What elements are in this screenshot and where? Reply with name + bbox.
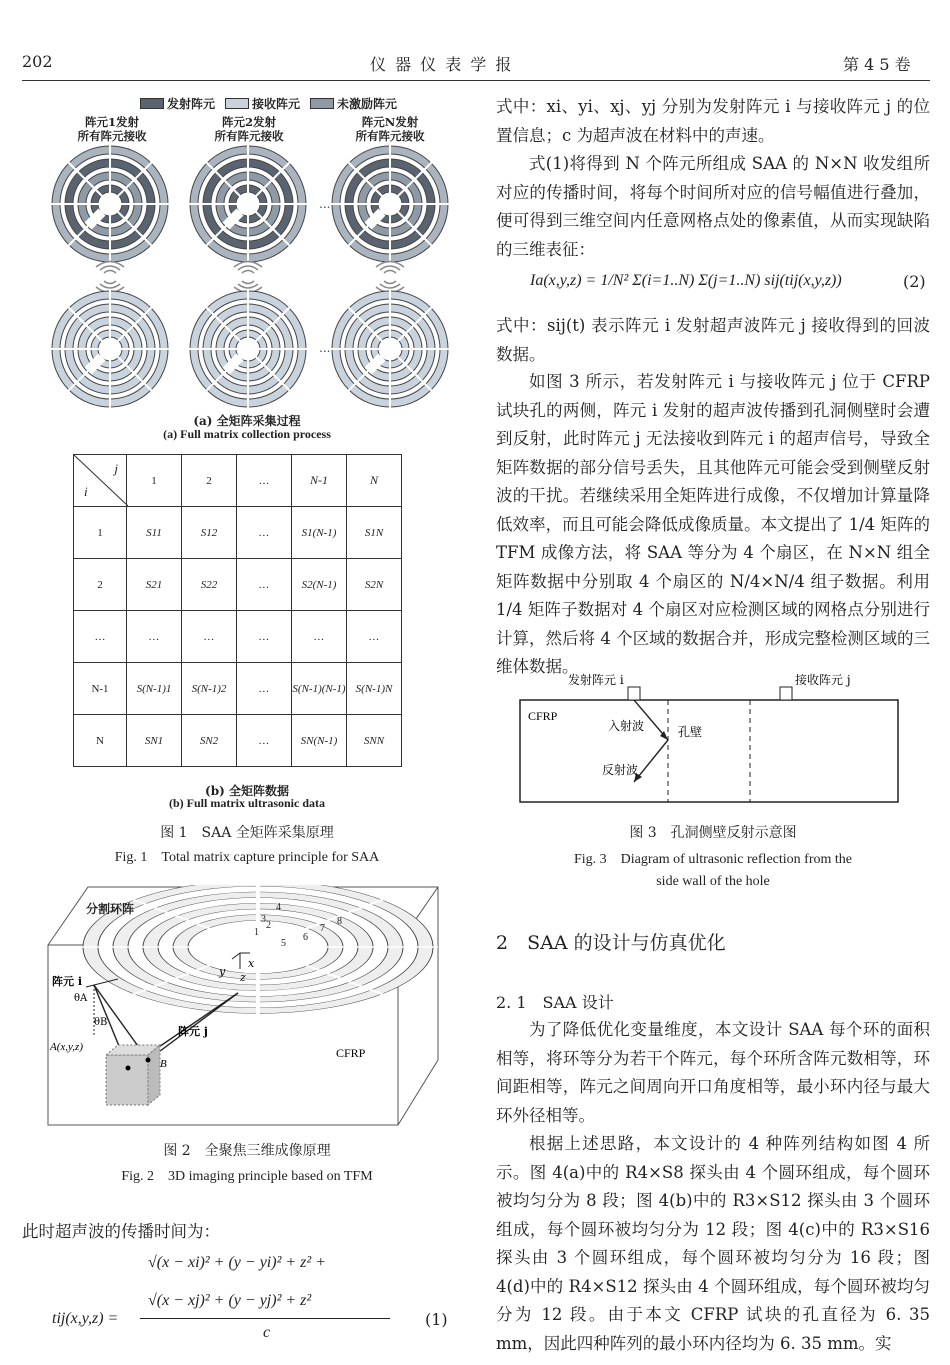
ring-receive-n	[330, 289, 450, 409]
col-header: N	[347, 455, 402, 507]
section-2-para-1: 为了降低优化变量维度，本文设计 SAA 每个环的面积相等，将环等分为若干个阵元，每个环所含阵元数相等，环间距相等，阵元之间周向开口角度相等，最小环内径与最大环外径相等。	[496, 1020, 930, 1125]
fig3-caption-en-2: side wall of the hole	[656, 874, 770, 889]
section-2-title: 2 SAA 的设计与仿真优化	[496, 932, 726, 954]
eq1-number: (1)	[425, 1310, 448, 1329]
table-row	[74, 663, 402, 715]
row-header: N-1	[74, 663, 127, 715]
col-header: 2	[182, 455, 237, 507]
fig3-caption-en-1: Fig. 3 Diagram of ultrasonic reflection from the	[574, 852, 852, 867]
table-cell: …	[182, 611, 237, 663]
svg-text:5: 5	[281, 938, 286, 949]
row-header: N	[74, 715, 127, 767]
table-cell: S(N-1)N	[347, 663, 402, 715]
table-row	[74, 715, 402, 767]
table-cell: SN2	[182, 715, 237, 767]
cfrp-slab	[520, 700, 898, 802]
corner-j: j	[114, 461, 118, 476]
label-point-b: B	[160, 1058, 167, 1070]
transmitter-element	[628, 687, 640, 700]
journal-title: 仪 器 仪 表 学 报	[370, 55, 514, 74]
right-para-4: 如图 3 所示，若发射阵元 i 与接收阵元 j 位于 CFRP 试块孔的两侧，阵元 i 发射的超声波传播到孔洞侧壁时会遭到反射，此时阵元 j 无法接收到阵元 i 的超声信号，导致全矩阵数据的部分信号丢失，且其他阵元可能会受到侧壁反射波的干扰。若继续采用全矩阵进行成像，不仅增加计算量降低效率，而且可能会降低成像质量。本文提出了 1/4 矩阵的 TFM 成像方法，将 SAA 等分为 4 个扇区，在 N×N 组全矩阵数据中分别取 4 个扇区的 N/4×N/4 组子数据。利用 1/4 矩阵子数据对 4 个扇区对应检测区域的网格点分别进行计算，然后将 4 个区域的数据合并，形成完整检测区域的三维体数据。	[496, 372, 930, 676]
fig1-ring-grid	[22, 144, 472, 414]
left-intro-text: 此时超声波的传播时间为：	[22, 1222, 220, 1241]
fig3-caption-cn: 图 3 孔洞侧壁反射示意图	[629, 825, 797, 841]
table-cell: S11	[127, 507, 182, 559]
eq1-lhs: tij(x,y,z) =	[52, 1310, 119, 1327]
ring-transmit-n	[330, 144, 450, 264]
fig1-ellipsis-top: ...	[319, 197, 331, 211]
figure-2	[28, 885, 468, 1140]
col-header: 1	[127, 455, 182, 507]
svg-text:6: 6	[303, 932, 308, 943]
right-para-2: 式(1)将得到 N 个阵元所组成 SAA 的 N×N 收发组所对应的传播时间，将每个时间所对应的信号幅值进行叠加，便可得到三维空间内任意网格点处的像素值，从而实现缺陷的三维表征：	[496, 154, 930, 259]
eq1-denominator: c	[263, 1324, 271, 1341]
label-theta-b: θB	[94, 1017, 108, 1028]
eq2-number: (2)	[903, 272, 926, 291]
fig1-matrix-table	[73, 454, 402, 767]
table-cell: S22	[182, 559, 237, 611]
label-segmented-array: 分割环阵	[86, 902, 135, 916]
table-corner	[74, 455, 127, 507]
fig1-legend	[140, 95, 397, 112]
legend-label-idle: 未激励阵元	[337, 97, 398, 111]
table-row	[74, 559, 402, 611]
table-cell: …	[347, 611, 402, 663]
legend-transmit	[140, 95, 215, 112]
table-cell: …	[237, 507, 292, 559]
table-row	[74, 611, 402, 663]
wave-icon-1	[96, 262, 124, 293]
receiver-element	[780, 687, 792, 700]
page-number: 202	[22, 52, 53, 71]
label-incident: 入射波	[608, 719, 645, 733]
ring-receive-2	[188, 289, 308, 409]
figure-1	[22, 88, 472, 868]
corner-i: i	[84, 484, 88, 499]
table-cell: …	[237, 611, 292, 663]
svg-text:4: 4	[276, 902, 281, 913]
voxel-grid	[106, 1045, 160, 1105]
legend-swatch-idle	[310, 98, 334, 109]
fig1-col-title-n: 阵元N发射 所有阵元接收	[355, 115, 425, 143]
legend-label-transmit: 发射阵元	[167, 97, 216, 111]
label-hole-wall: 孔壁	[678, 725, 703, 739]
wave-icon-2	[234, 262, 262, 293]
fig2-caption-en: Fig. 2 3D imaging principle based on TFM	[121, 1169, 373, 1184]
label-receiver: 接收阵元 j	[795, 673, 851, 687]
legend-receive	[225, 95, 300, 112]
table-cell: SNN	[347, 715, 402, 767]
fig2-caption-cn: 图 2 全聚焦三维成像原理	[163, 1143, 331, 1159]
fig1-caption-cn: 图 1 SAA 全矩阵采集原理	[160, 825, 334, 841]
corner-diagonal	[74, 455, 128, 506]
ring-transmit-2	[188, 144, 308, 264]
ring-receive-1	[50, 289, 170, 409]
svg-text:1: 1	[254, 927, 259, 938]
table-cell: S(N-1)2	[182, 663, 237, 715]
table-cell: S12	[182, 507, 237, 559]
svg-text:8: 8	[337, 916, 342, 927]
legend-swatch-transmit	[140, 98, 164, 109]
table-cell: …	[237, 559, 292, 611]
section-2-para-2: 根据上述思路，本文设计的 4 种阵列结构如图 4 所示。图 4(a)中的 R4×S8 探头由 4 个圆环组成，每个圆环被均匀分为 8 段；图 4(b)中的 R3×S12 探头由 3 个圆环组成，每个圆环被均匀分为 12 段；图 4(c)中的 R3×S16 探头由 3 个圆环组成，每个圆环被均匀分为 16 段；图 4(d)中的 R4×S12 探头由 4 个圆环组成，每个圆环被均匀分为 12 段。由于本文 CFRP 试块的孔直径为 6. 35 mm，因此四种阵列的最小环内径均为 6. 35 mm。实	[496, 1134, 930, 1353]
label-cfrp: CFRP	[528, 709, 558, 723]
table-cell: SN(N-1)	[292, 715, 347, 767]
header-rule	[22, 80, 930, 81]
table-header-row	[74, 455, 402, 507]
fig1-sub-a-en: (a) Full matrix collection process	[163, 427, 331, 441]
eq2: Ia(x,y,z) = 1/N² Σ(i=1..N) Σ(j=1..N) sij(tij(x,y,z))	[530, 272, 842, 289]
row-header: 1	[74, 507, 127, 559]
table-cell: S(N-1)1	[127, 663, 182, 715]
legend-label-receive: 接收阵元	[252, 97, 301, 111]
table-cell: S1N	[347, 507, 402, 559]
table-cell: …	[237, 663, 292, 715]
eq1-numerator-2: √(x − xj)² + (y − yj)² + z²	[148, 1292, 312, 1309]
table-row	[74, 507, 402, 559]
axis-x-label: x	[248, 957, 255, 970]
legend-idle	[310, 95, 397, 112]
col-header: …	[237, 455, 292, 507]
right-para-3: 式中：sij(t) 表示阵元 i 发射超声波阵元 j 接收得到的回波数据。	[496, 316, 930, 364]
ring-transmit-1	[50, 144, 170, 264]
label-cfrp: CFRP	[336, 1046, 366, 1060]
fig1-col-title-2: 阵元2发射 所有阵元接收	[214, 115, 284, 143]
fig1-sub-b-cn: (b) 全矩阵数据	[205, 784, 289, 798]
fig1-sub-b-en: (b) Full matrix ultrasonic data	[169, 796, 325, 810]
point-a	[126, 1066, 131, 1071]
label-transmitter: 发射阵元 i	[568, 673, 624, 687]
legend-swatch-receive	[225, 98, 249, 109]
fig1-sub-a-cn: (a) 全矩阵采集过程	[193, 414, 301, 428]
label-point-a: A(x,y,z)	[50, 1041, 83, 1053]
fig1-col-title-1: 阵元1发射 所有阵元接收	[77, 115, 147, 143]
row-header: 2	[74, 559, 127, 611]
table-cell: …	[237, 715, 292, 767]
wave-icon-n	[376, 262, 404, 293]
label-element-j: 阵元 j	[178, 1025, 208, 1038]
svg-text:3: 3	[261, 914, 266, 925]
fig1-caption-en: Fig. 1 Total matrix capture principle for SAA	[114, 850, 380, 865]
table-cell: S2(N-1)	[292, 559, 347, 611]
axis-y-label: y	[219, 965, 226, 978]
table-cell: …	[292, 611, 347, 663]
fig1-ellipsis-bottom: ...	[319, 341, 331, 355]
table-cell: S2N	[347, 559, 402, 611]
eq1-numerator-1: √(x − xi)² + (y − yi)² + z² +	[148, 1254, 326, 1271]
table-cell: S(N-1)(N-1)	[292, 663, 347, 715]
section-2-1-title: 2. 1 SAA 设计	[496, 993, 614, 1012]
label-element-i: 阵元 i	[52, 975, 83, 988]
col-header: N-1	[292, 455, 347, 507]
table-cell: …	[127, 611, 182, 663]
table-cell: SN1	[127, 715, 182, 767]
axis-z-label: z	[240, 971, 246, 984]
figure-3	[510, 670, 910, 810]
svg-text:2: 2	[266, 920, 271, 931]
volume-label: 第 4 5 卷	[843, 55, 911, 74]
svg-text:7: 7	[320, 923, 325, 934]
eq1-fraction-bar	[140, 1318, 390, 1319]
label-theta-a: θA	[74, 993, 88, 1004]
table-cell: S21	[127, 559, 182, 611]
right-para-1: 式中：xi、yi、xj、yj 分别为发射阵元 i 与接收阵元 j 的位置信息；c 为超声波在材料中的声速。	[496, 97, 930, 145]
table-cell: S1(N-1)	[292, 507, 347, 559]
point-b	[146, 1058, 151, 1063]
label-reflected: 反射波	[602, 763, 639, 777]
row-header: …	[74, 611, 127, 663]
